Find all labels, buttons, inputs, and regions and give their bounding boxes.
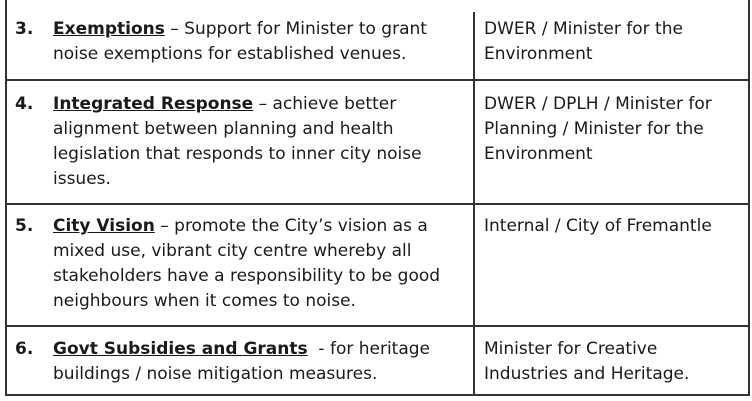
item-text <box>53 17 467 67</box>
item-cell <box>15 92 467 192</box>
item-text <box>53 337 467 387</box>
responsible-cell: DWER / Minister for the Environment <box>484 19 683 64</box>
responsible-cell: Internal / City of Fremantle <box>484 216 712 236</box>
item-number: 6. <box>15 339 34 359</box>
item-number: 3. <box>15 19 34 39</box>
item-title: Integrated Response <box>53 94 254 114</box>
item-title: Exemptions <box>53 19 165 39</box>
table-row <box>7 79 748 203</box>
item-description: – achieve better alignment between planning and health legislation that responds to inner city noise issues. <box>53 94 422 189</box>
item-text <box>53 92 467 192</box>
item-text <box>53 214 467 314</box>
table-row <box>7 203 748 325</box>
item-title: City Vision <box>53 216 155 236</box>
item-description: – promote the City’s vision as a mixed use, vibrant city centre whereby all stakeholders have a responsibility to be good neighbours when it comes to noise. <box>53 216 441 311</box>
item-cell <box>15 337 467 387</box>
table-row <box>7 325 748 394</box>
item-title: Govt Subsidies and Grants <box>53 339 308 359</box>
item-description: – Support for Minister to grant noise exemptions for established venues. <box>53 19 427 64</box>
responsible-cell: Minister for Creative Industries and Heritage. <box>484 339 690 384</box>
item-number: 4. <box>15 94 34 114</box>
item-cell <box>15 214 467 314</box>
responsible-cell: DWER / DPLH / Minister for Planning / Minister for the Environment <box>484 94 712 164</box>
table-row <box>7 0 748 79</box>
item-description: - for heritage buildings / noise mitigation measures. <box>53 339 436 384</box>
actions-table <box>5 0 750 396</box>
item-number: 5. <box>15 216 34 236</box>
item-cell <box>15 17 467 67</box>
